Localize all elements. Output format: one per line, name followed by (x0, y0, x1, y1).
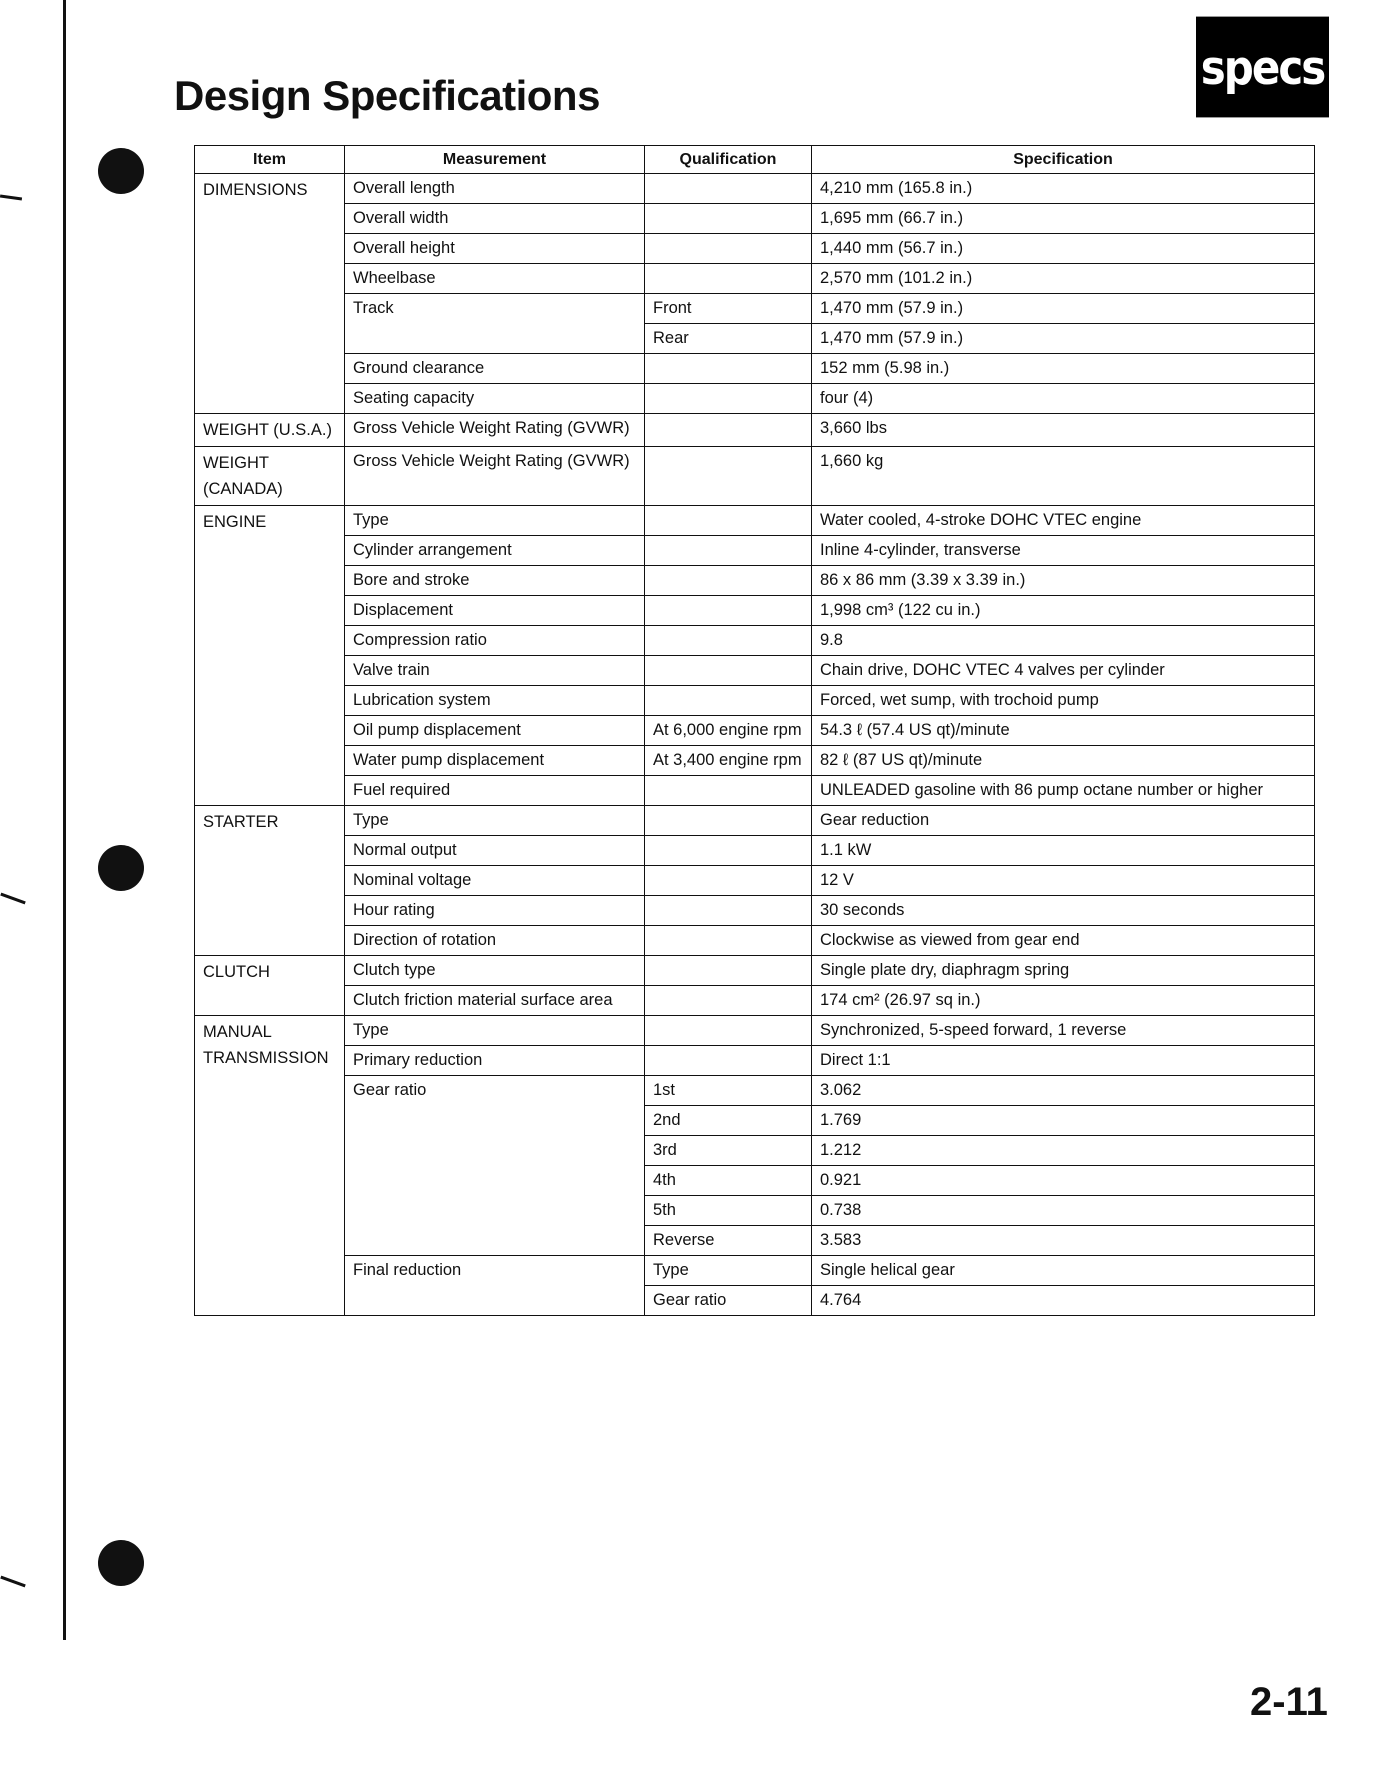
measurement-cell: Wheelbase (345, 264, 645, 294)
item-cell: WEIGHT (U.S.A.) (195, 414, 345, 447)
specification-cell: 3.062 (812, 1076, 1315, 1106)
measurement-cell: Track (345, 294, 645, 354)
table-row (195, 896, 1315, 926)
specification-cell: 1,470 mm (57.9 in.) (812, 324, 1315, 354)
table-row (195, 506, 1315, 536)
specification-cell: 2,570 mm (101.2 in.) (812, 264, 1315, 294)
specification-cell: UNLEADED gasoline with 86 pump octane number or higher (812, 776, 1315, 806)
measurement-cell: Final reduction (345, 1256, 645, 1316)
item-cell: WEIGHT (CANADA) (195, 447, 345, 506)
qualification-cell (645, 234, 812, 264)
specification-cell: Chain drive, DOHC VTEC 4 valves per cylinder (812, 656, 1315, 686)
measurement-cell: Ground clearance (345, 354, 645, 384)
specification-cell: 9.8 (812, 626, 1315, 656)
measurement-cell: Compression ratio (345, 626, 645, 656)
table-row (195, 626, 1315, 656)
table-row (195, 746, 1315, 776)
table-row (195, 447, 1315, 506)
table-row (195, 686, 1315, 716)
table-row (195, 776, 1315, 806)
table-row (195, 656, 1315, 686)
measurement-cell: Displacement (345, 596, 645, 626)
header-qualification: Qualification (645, 146, 812, 174)
specification-cell: 3,660 lbs (812, 414, 1315, 447)
margin-mark (0, 1576, 25, 1588)
qualification-cell: 4th (645, 1166, 812, 1196)
specification-cell: 1,470 mm (57.9 in.) (812, 294, 1315, 324)
item-cell: MANUAL TRANSMISSION (195, 1016, 345, 1316)
measurement-cell: Normal output (345, 836, 645, 866)
measurement-cell: Overall width (345, 204, 645, 234)
page-number: 2-11 (1250, 1680, 1328, 1724)
specification-cell: 0.921 (812, 1166, 1315, 1196)
qualification-cell: At 3,400 engine rpm (645, 746, 812, 776)
qualification-cell (645, 384, 812, 414)
specification-cell: 1.1 kW (812, 836, 1315, 866)
table-header-row (195, 146, 1315, 174)
qualification-cell (645, 596, 812, 626)
section-badge: specs (1196, 17, 1329, 118)
table-row (195, 536, 1315, 566)
table-row (195, 1076, 1315, 1106)
specification-cell: Forced, wet sump, with trochoid pump (812, 686, 1315, 716)
qualification-cell (645, 986, 812, 1016)
qualification-cell: 5th (645, 1196, 812, 1226)
measurement-cell: Nominal voltage (345, 866, 645, 896)
measurement-cell: Gross Vehicle Weight Rating (GVWR) (345, 414, 645, 447)
specification-cell: Direct 1:1 (812, 1046, 1315, 1076)
table-row (195, 956, 1315, 986)
qualification-cell (645, 836, 812, 866)
measurement-cell: Oil pump displacement (345, 716, 645, 746)
measurement-cell: Fuel required (345, 776, 645, 806)
specification-cell: Synchronized, 5-speed forward, 1 reverse (812, 1016, 1315, 1046)
specification-cell: Water cooled, 4-stroke DOHC VTEC engine (812, 506, 1315, 536)
specification-cell: 1.769 (812, 1106, 1315, 1136)
specification-cell: 82 ℓ (87 US qt)/minute (812, 746, 1315, 776)
specification-cell: 0.738 (812, 1196, 1315, 1226)
qualification-cell (645, 354, 812, 384)
qualification-cell (645, 447, 812, 506)
measurement-cell: Hour rating (345, 896, 645, 926)
qualification-cell (645, 1046, 812, 1076)
specification-cell: 1,660 kg (812, 447, 1315, 506)
measurement-cell: Bore and stroke (345, 566, 645, 596)
specification-cell: 152 mm (5.98 in.) (812, 354, 1315, 384)
qualification-cell: At 6,000 engine rpm (645, 716, 812, 746)
qualification-cell: 2nd (645, 1106, 812, 1136)
table-row (195, 414, 1315, 447)
measurement-cell: Gear ratio (345, 1076, 645, 1256)
specification-cell: 174 cm² (26.97 sq in.) (812, 986, 1315, 1016)
measurement-cell: Seating capacity (345, 384, 645, 414)
design-specifications-table (194, 145, 1315, 1316)
specification-cell: 1.212 (812, 1136, 1315, 1166)
table-row (195, 384, 1315, 414)
specification-cell: 1,998 cm³ (122 cu in.) (812, 596, 1315, 626)
qualification-cell: 1st (645, 1076, 812, 1106)
qualification-cell (645, 806, 812, 836)
table-row (195, 1046, 1315, 1076)
specification-cell: 54.3 ℓ (57.4 US qt)/minute (812, 716, 1315, 746)
qualification-cell: 3rd (645, 1136, 812, 1166)
measurement-cell: Water pump displacement (345, 746, 645, 776)
table-row (195, 926, 1315, 956)
specification-cell: 4.764 (812, 1286, 1315, 1316)
table-row (195, 836, 1315, 866)
punch-hole (98, 845, 144, 891)
binding-line (63, 0, 66, 1640)
table-row (195, 234, 1315, 264)
table-row (195, 986, 1315, 1016)
punch-hole (98, 1540, 144, 1586)
table-body (195, 174, 1315, 1316)
header-specification: Specification (812, 146, 1315, 174)
table-row (195, 1016, 1315, 1046)
qualification-cell (645, 204, 812, 234)
table-row (195, 716, 1315, 746)
specification-cell: 30 seconds (812, 896, 1315, 926)
measurement-cell: Valve train (345, 656, 645, 686)
table-row (195, 806, 1315, 836)
qualification-cell (645, 1016, 812, 1046)
table-row (195, 866, 1315, 896)
specification-cell: 1,695 mm (66.7 in.) (812, 204, 1315, 234)
qualification-cell (645, 566, 812, 596)
measurement-cell: Overall length (345, 174, 645, 204)
measurement-cell: Type (345, 506, 645, 536)
measurement-cell: Overall height (345, 234, 645, 264)
qualification-cell (645, 656, 812, 686)
specification-cell: 1,440 mm (56.7 in.) (812, 234, 1315, 264)
qualification-cell (645, 926, 812, 956)
table-row (195, 596, 1315, 626)
specification-cell: Inline 4-cylinder, transverse (812, 536, 1315, 566)
item-cell: DIMENSIONS (195, 174, 345, 414)
specification-cell: Single plate dry, diaphragm spring (812, 956, 1315, 986)
measurement-cell: Cylinder arrangement (345, 536, 645, 566)
qualification-cell (645, 536, 812, 566)
specification-cell: 3.583 (812, 1226, 1315, 1256)
page-title: Design Specifications (174, 72, 600, 119)
header-item: Item (195, 146, 345, 174)
measurement-cell: Direction of rotation (345, 926, 645, 956)
specification-cell: Single helical gear (812, 1256, 1315, 1286)
qualification-cell (645, 414, 812, 447)
qualification-cell (645, 776, 812, 806)
measurement-cell: Lubrication system (345, 686, 645, 716)
qualification-cell (645, 506, 812, 536)
measurement-cell: Clutch friction material surface area (345, 986, 645, 1016)
qualification-cell (645, 686, 812, 716)
header-measurement: Measurement (345, 146, 645, 174)
specification-cell: Clockwise as viewed from gear end (812, 926, 1315, 956)
qualification-cell (645, 896, 812, 926)
qualification-cell (645, 174, 812, 204)
qualification-cell: Gear ratio (645, 1286, 812, 1316)
specification-cell: four (4) (812, 384, 1315, 414)
margin-mark (0, 194, 22, 200)
qualification-cell (645, 626, 812, 656)
table-row (195, 1256, 1315, 1286)
margin-mark (0, 893, 25, 905)
measurement-cell: Type (345, 806, 645, 836)
table-row (195, 354, 1315, 384)
table-row (195, 174, 1315, 204)
specification-cell: 12 V (812, 866, 1315, 896)
table-row (195, 294, 1315, 324)
table-row (195, 204, 1315, 234)
measurement-cell: Primary reduction (345, 1046, 645, 1076)
qualification-cell: Front (645, 294, 812, 324)
specification-cell: 86 x 86 mm (3.39 x 3.39 in.) (812, 566, 1315, 596)
measurement-cell: Gross Vehicle Weight Rating (GVWR) (345, 447, 645, 506)
item-cell: ENGINE (195, 506, 345, 806)
qualification-cell (645, 866, 812, 896)
punch-hole (98, 148, 144, 194)
qualification-cell (645, 956, 812, 986)
qualification-cell: Type (645, 1256, 812, 1286)
qualification-cell (645, 264, 812, 294)
specification-cell: 4,210 mm (165.8 in.) (812, 174, 1315, 204)
measurement-cell: Type (345, 1016, 645, 1046)
specification-cell: Gear reduction (812, 806, 1315, 836)
item-cell: CLUTCH (195, 956, 345, 1016)
measurement-cell: Clutch type (345, 956, 645, 986)
item-cell: STARTER (195, 806, 345, 956)
qualification-cell: Reverse (645, 1226, 812, 1256)
table-row (195, 566, 1315, 596)
qualification-cell: Rear (645, 324, 812, 354)
table-row (195, 264, 1315, 294)
